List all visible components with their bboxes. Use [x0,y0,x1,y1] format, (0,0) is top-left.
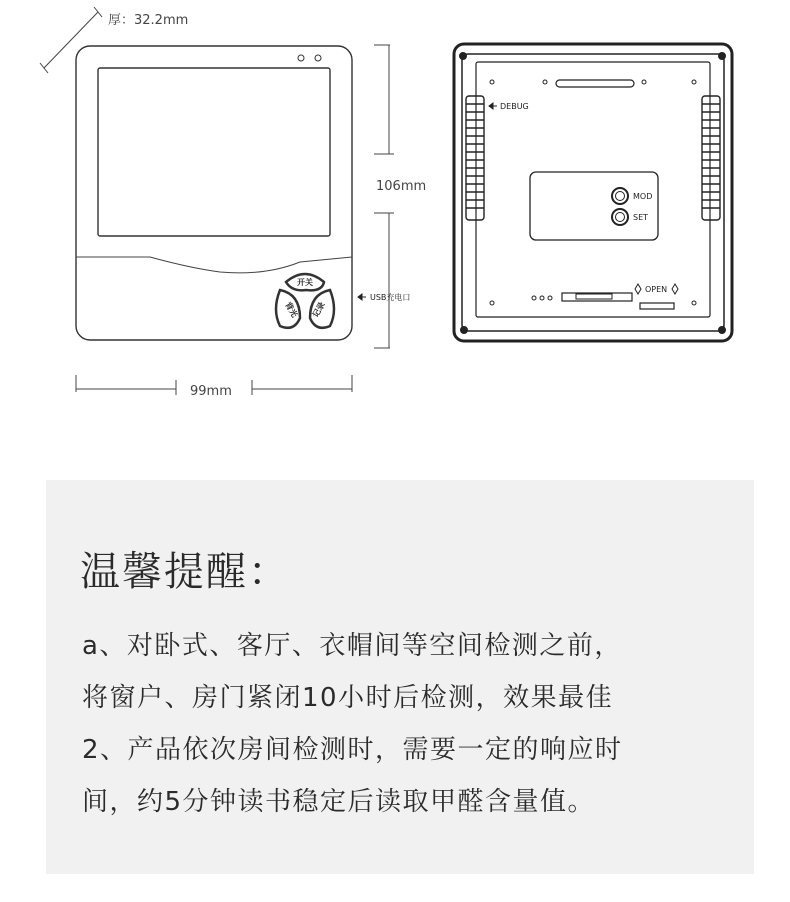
usb-port-marker [358,294,366,300]
notice-title: 温馨提醒： [80,549,290,595]
set-button[interactable] [612,209,628,225]
set-label: SET [633,213,649,222]
mod-button[interactable] [612,188,628,204]
front-view [76,46,352,340]
debug-label: DEBUG [500,102,529,111]
mod-label: MOD [633,192,653,201]
back-view [454,44,732,341]
button-backlight-label: 背光 [283,300,300,319]
notice-line: 间，约5分钟读书稳定后读取甲醛含量值。 [82,787,596,817]
notice-panel [46,480,754,874]
ribs-right [702,96,720,220]
screw-top-left [460,53,467,60]
back-recess [476,62,710,317]
thickness-label: 厚：32.2mm [108,13,189,28]
open-arrow-right-icon [672,284,678,294]
height-label: 106mm [376,179,427,194]
back-inner-frame [462,54,724,331]
debug-arrow-icon [489,103,497,109]
front-screen [98,68,330,236]
screw-top-right [719,53,726,60]
button-power-label: 开关 [297,278,313,287]
back-outer-frame [454,44,732,341]
notice-body [82,620,742,828]
height-dimension [374,45,394,348]
screw-bottom-right [719,327,726,334]
usb-port-label: USB充电口 [370,293,411,302]
screw-bottom-left [461,327,468,334]
open-label: OPEN [645,285,668,294]
open-slot [640,303,674,309]
top-slot [556,80,634,87]
notice-line: 将窗户、房门紧闭10小时后检测，效果最佳 [82,683,614,713]
notice-line: a、对卧式、客厅、衣帽间等空间检测之前， [82,631,622,661]
notice-line: 2、产品依次房间检测时，需要一定的响应时 [82,735,623,765]
width-label: 99mm [190,384,232,399]
open-arrow-left-icon [635,284,641,294]
button-record-label: 记录 [310,300,327,319]
ribs-left [466,96,484,220]
center-module [530,172,658,240]
